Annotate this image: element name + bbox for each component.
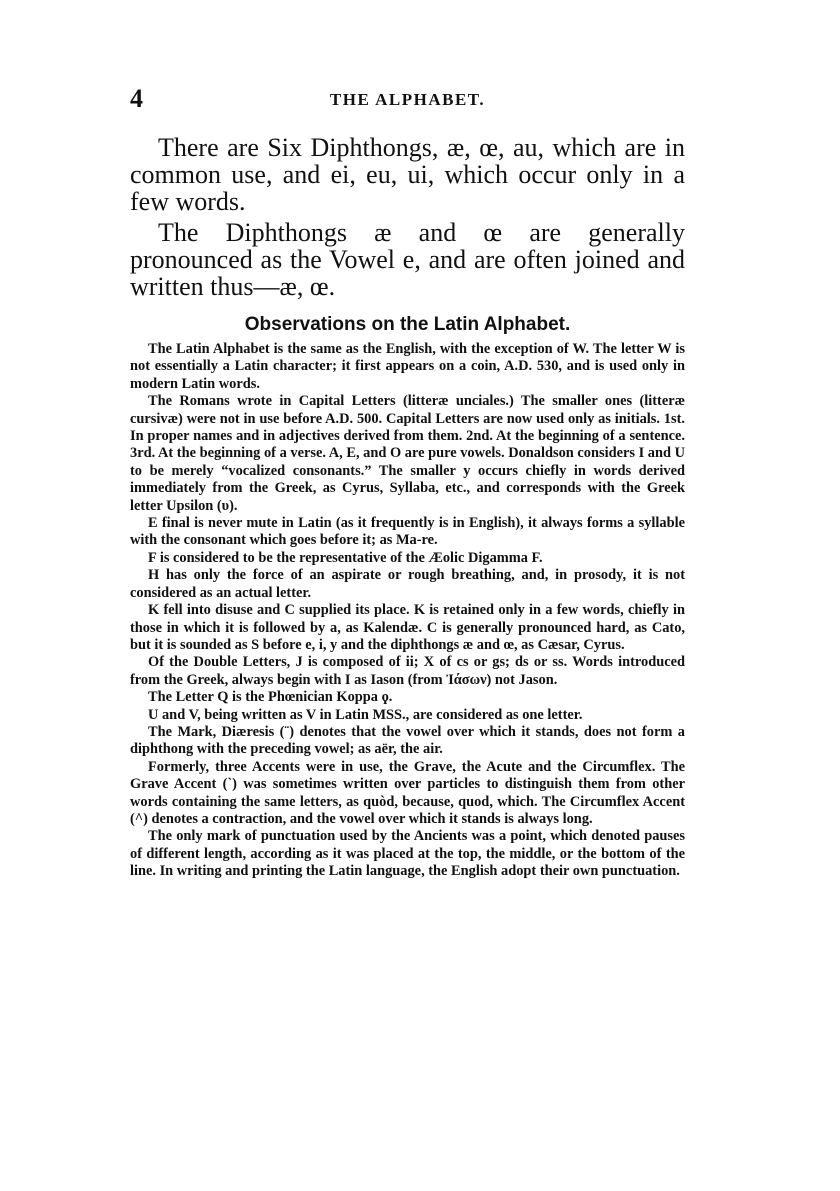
paragraph-letter-q: The Letter Q is the Phœnician Koppa ϙ. [148, 689, 393, 706]
paragraph-double-letters: Of the Double Letters, J is composed of ii; X of cs or gs; ds or ss. Words introduced from the Greek, always begin with I as Iason (from Ἰάσων) not Jason. [130, 654, 685, 688]
paragraph-letters-k-c: K fell into disuse and C supplied its place. K is retained only in a few words, chiefly in those in which it is followed by a, as Kalendæ. C is generally pronounced hard, as Cato, but it is sounded as S before e, i, y and the diphthongs æ and œ, as Cæsar, Cyrus. [130, 602, 685, 653]
running-head: THE ALPHABET. [329, 90, 486, 109]
intro-paragraph: The Diphthongs æ and œ are generally pronounced as the Vowel e, and are often joined and written thus—æ, œ. [130, 218, 685, 301]
paragraph-letter-h: H has only the force of an aspirate or rough breathing, and, in prosody, it is not considered as an actual letter. [130, 567, 685, 601]
page-number: 4 [130, 84, 143, 113]
paragraph-punctuation: The only mark of punctuation used by the Ancients was a point, which denoted pauses of different length, according as it was placed at the top, the middle, or the bottom of the line. In writing and printing the Latin language, the English adopt their own punctuation. [130, 828, 685, 880]
paragraph-letter-f: F is considered to be the representative of the Æolic Digamma F. [148, 549, 543, 566]
section-title: Observations on the Latin Alphabet. [244, 314, 571, 335]
paragraph-accents: Formerly, three Accents were in use, the Grave, the Acute and the Circumflex. The Grave Accent (`) was sometimes written over particles to distinguish them from other words containing the same letters, as quòd, because, quod, which. The Circumflex Accent (^) denotes a contraction, and the vowel over which it stands is always long. [130, 758, 685, 827]
paragraph-capitals-vowels: The Romans wrote in Capital Letters (litteræ unciales.) The smaller ones (litteræ cursivæ) were not in use before A.D. 500. Capital Letters are now used only as initials. 1st. In proper names and in adjectives derived from them. 2nd. At the beginning of a sentence. 3rd. At the beginning of a verse. A, E, and O are pure vowels. Donaldson considers I and U to be merely “vocalized consonants.” The smaller y occurs chiefly in words derived immediately from the Greek, as Cyrus, Syllaba, etc., and corresponds with the Greek letter Upsilon (υ). [130, 393, 685, 514]
section-body [130, 341, 685, 881]
paragraph-letters-overview: The Latin Alphabet is the same as the English, with the exception of W. The letter W is not essentially a Latin character; it first appears on a coin, A.D. 530, and is used only in modern Latin words. [130, 341, 685, 392]
page-header [130, 84, 685, 116]
paragraph-letters-u-v: U and V, being written as V in Latin MSS., are considered as one letter. [148, 706, 583, 723]
intro-text [130, 134, 685, 302]
intro-paragraph: There are Six Diphthongs, æ, œ, au, which are in common use, and ei, eu, ui, which occur only in a few words. [130, 133, 685, 216]
paragraph-diaeresis: The Mark, Diæresis (¨) denotes that the vowel over which it stands, does not form a diphthong with the preceding vowel; as aër, the air. [130, 723, 685, 758]
paragraph-final-e: E final is never mute in Latin (as it frequently is in English), it always forms a syllable with the consonant which goes before it; as Ma-re. [130, 515, 685, 549]
